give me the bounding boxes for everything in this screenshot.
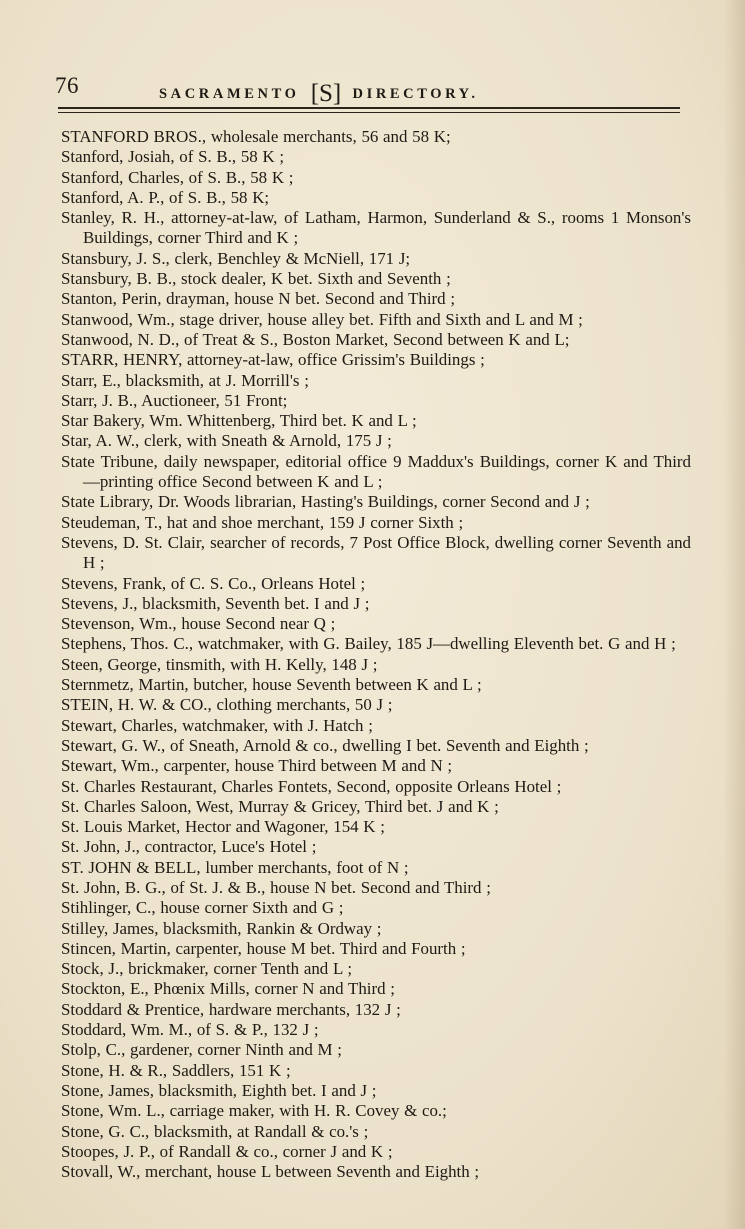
section-letter: [S]	[310, 80, 342, 107]
page-header	[55, 73, 695, 107]
directory-entry: Stevenson, Wm., house Second near Q ;	[61, 614, 336, 634]
directory-entry: Stephens, Thos. C., watchmaker, with G. Bailey, 185 J—dwelling Eleventh bet. G and H ;	[61, 634, 676, 654]
directory-entry: STANFORD BROS., wholesale merchants, 56 and 58 K;	[61, 127, 451, 146]
directory-entries	[61, 127, 691, 1182]
directory-entry: Stone, Wm. L., carriage maker, with H. R. Covey & co.;	[61, 1101, 447, 1121]
directory-entry: Starr, J. B., Auctioneer, 51 Front;	[61, 390, 288, 410]
directory-entry: ST. JOHN & BELL, lumber merchants, foot of N ;	[61, 857, 409, 877]
directory-entry: Stanford, Charles, of S. B., 58 K ;	[61, 167, 294, 187]
directory-entry: Stockton, E., Phœnix Mills, corner N and Third ;	[61, 979, 395, 999]
directory-entry: Stone, James, blacksmith, Eighth bet. I and J ;	[61, 1080, 377, 1100]
directory-entry: Stoddard, Wm. M., of S. & P., 132 J ;	[61, 1020, 319, 1040]
directory-entry: Starr, E., blacksmith, at J. Morrill's ;	[61, 370, 309, 390]
header-rule-thick	[58, 107, 680, 109]
directory-entry: Stanwood, Wm., stage driver, house alley bet. Fifth and Sixth and L and M ;	[61, 309, 583, 329]
directory-entry: St. Louis Market, Hector and Wagoner, 154 K ;	[61, 817, 385, 837]
directory-entry: Stanford, A. P., of S. B., 58 K;	[61, 187, 270, 207]
directory-entry: Star Bakery, Wm. Whittenberg, Third bet. K and L ;	[61, 411, 417, 431]
directory-entry: Stone, G. C., blacksmith, at Randall & co.'s ;	[61, 1121, 369, 1141]
directory-entry: Star, A. W., clerk, with Sneath & Arnold, 175 J ;	[61, 431, 392, 451]
directory-entry: Stone, H. & R., Saddlers, 151 K ;	[61, 1060, 291, 1080]
running-head	[159, 77, 479, 105]
header-rule-thin	[58, 112, 680, 113]
directory-entry: STARR, HENRY, attorney-at-law, office Grissim's Buildings ;	[61, 350, 485, 370]
directory-entry: Stevens, J., blacksmith, Seventh bet. I and J ;	[61, 593, 370, 613]
directory-entry: Stansbury, J. S., clerk, Benchley & McNiell, 171 J;	[61, 248, 411, 268]
directory-entry: Stansbury, B. B., stock dealer, K bet. Sixth and Seventh ;	[61, 269, 451, 289]
directory-entry: Stanley, R. H., attorney-at-law, of Latham, Harmon, Sunderland & S., rooms 1 Monson's Buildings, corner Third and K ;	[61, 208, 691, 248]
directory-entry: STEIN, H. W. & CO., clothing merchants, 50 J ;	[61, 695, 393, 715]
directory-entry: Stovall, W., merchant, house L between Seventh and Eighth ;	[61, 1162, 480, 1182]
directory-entry: Stevens, D. St. Clair, searcher of records, 7 Post Office Block, dwelling corner Seventh and H ;	[61, 532, 691, 573]
running-head-subtitle: DIRECTORY.	[352, 86, 479, 102]
directory-entry: Stoddard & Prentice, hardware merchants, 132 J ;	[61, 999, 401, 1019]
running-head-title: SACRAMENTO	[159, 86, 300, 102]
directory-entry: State Tribune, daily newspaper, editorial office 9 Maddux's Buildings, corner K and Third—printing office Second between K and L ;	[61, 451, 691, 492]
directory-entry: Stewart, G. W., of Sneath, Arnold & co., dwelling I bet. Seventh and Eighth ;	[61, 735, 589, 755]
page-edge-shadow	[723, 0, 745, 1229]
directory-entry: State Library, Dr. Woods librarian, Hasting's Buildings, corner Second and J ;	[61, 492, 590, 512]
directory-entry: Stoopes, J. P., of Randall & co., corner J and K ;	[61, 1141, 393, 1161]
directory-entry: Stewart, Charles, watchmaker, with J. Hatch ;	[61, 715, 373, 735]
directory-entry: Stolp, C., gardener, corner Ninth and M ;	[61, 1040, 342, 1060]
directory-entry: Stevens, Frank, of C. S. Co., Orleans Hotel ;	[61, 573, 366, 593]
directory-entry: Stewart, Wm., carpenter, house Third between M and N ;	[61, 756, 453, 776]
directory-entry: Stanwood, N. D., of Treat & S., Boston Market, Second between K and L;	[61, 329, 570, 349]
directory-entry: Stilley, James, blacksmith, Rankin & Ordway ;	[61, 918, 382, 938]
directory-entry: St. John, J., contractor, Luce's Hotel ;	[61, 837, 317, 857]
directory-entry: St. Charles Saloon, West, Murray & Gricey, Third bet. J and K ;	[61, 796, 499, 816]
directory-entry: St. John, B. G., of St. J. & B., house N bet. Second and Third ;	[61, 877, 491, 897]
directory-entry: St. Charles Restaurant, Charles Fontets, Second, opposite Orleans Hotel ;	[61, 776, 562, 796]
directory-entry: Steen, George, tinsmith, with H. Kelly, 148 J ;	[61, 654, 378, 674]
directory-entry: Stock, J., brickmaker, corner Tenth and L ;	[61, 959, 353, 979]
directory-entry: Stanton, Perin, drayman, house N bet. Second and Third ;	[61, 289, 456, 309]
directory-entry: Steudeman, T., hat and shoe merchant, 159 J corner Sixth ;	[61, 512, 464, 532]
directory-entry: Stihlinger, C., house corner Sixth and G ;	[61, 898, 344, 918]
directory-entry: Stanford, Josiah, of S. B., 58 K ;	[61, 147, 285, 167]
directory-entry: Sternmetz, Martin, butcher, house Seventh between K and L ;	[61, 675, 482, 695]
directory-entry: Stincen, Martin, carpenter, house M bet. Third and Fourth ;	[61, 938, 466, 958]
page-number: 76	[55, 73, 79, 98]
